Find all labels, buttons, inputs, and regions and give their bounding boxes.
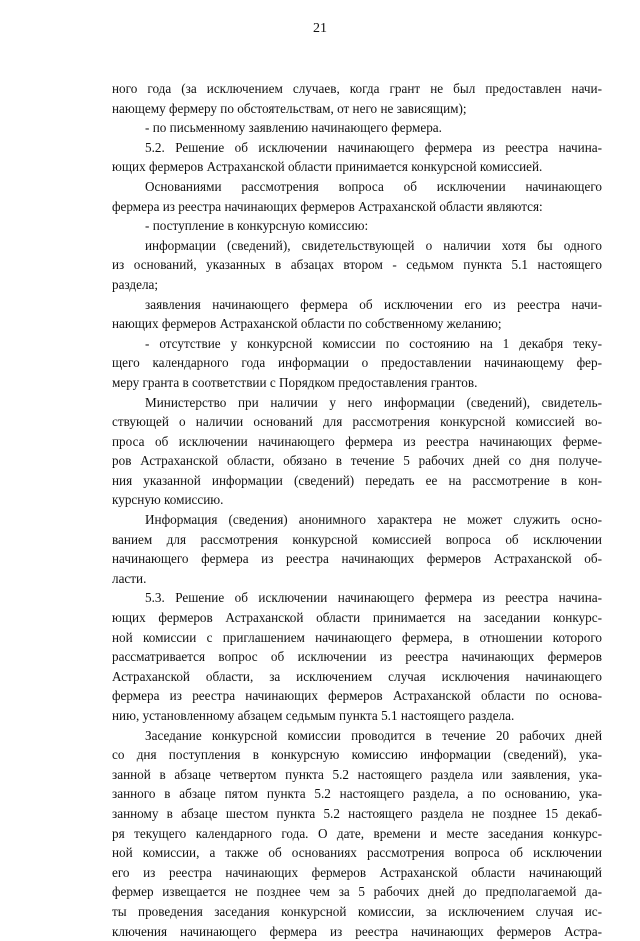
text-line: ванием для рассмотрения конкурсной комиссией вопроса об исключении bbox=[112, 531, 602, 547]
text-line: - по письменному заявлению начинающего фермера. bbox=[145, 120, 442, 136]
text-line: курсную комиссию. bbox=[112, 492, 224, 508]
text-line: занной в абзаце четвертом пункта 5.2 настоящего раздела или заявления, ука- bbox=[112, 766, 602, 782]
text-line: занного в абзаце пятом пункта 5.2 настоящего раздела, а по основанию, ука- bbox=[112, 786, 602, 802]
text-line: Астраханской области, за исключением случая исключения начинающего bbox=[112, 668, 602, 684]
text-line: его из реестра начинающих фермеров Астраханской области начинающий bbox=[112, 864, 602, 880]
text-line: ты проведения заседания конкурсной комиссии, за исключением случая ис- bbox=[112, 903, 602, 919]
text-line: Министерство при наличии у него информации (сведений), свидетель- bbox=[145, 394, 602, 410]
text-line: ющих фермеров Астраханской области принимается на заседании конкурс- bbox=[112, 610, 602, 626]
text-line: ного года (за исключением случаев, когда грант не был предоставлен начи- bbox=[112, 81, 602, 96]
text-line: фермер извещается не позднее чем за 5 рабочих дней до предполагаемой да- bbox=[112, 884, 602, 900]
text-line: ния указанной информации (сведений) передать ее на рассмотрение в кон- bbox=[112, 472, 602, 488]
text-line: ров Астраханской области, обязано в течение 5 рабочих дней со дня получе- bbox=[112, 453, 602, 469]
text-line: ря текущего календарного года. О дате, времени и месте заседания конкурс- bbox=[112, 825, 602, 841]
document-body bbox=[112, 79, 602, 941]
text-line: заявления начинающего фермера об исключении его из реестра начи- bbox=[145, 296, 602, 312]
text-line: - отсутствие у конкурсной комиссии по состоянию на 1 декабря теку- bbox=[145, 335, 602, 351]
text-line: фермера из реестра начинающих фермеров Астраханской области являются: bbox=[112, 198, 543, 214]
text-line: ной комиссии с приглашением начинающего фермера, в отношении которого bbox=[112, 629, 602, 645]
page-number: 21 bbox=[313, 21, 327, 36]
text-line: проса об исключении начинающего фермера из реестра начинающих ферме- bbox=[112, 433, 602, 449]
text-line: 5.2. Решение об исключении начинающего фермера из реестра начина- bbox=[145, 139, 602, 155]
text-line: занному в абзаце шестом пункта 5.2 настоящего раздела не позднее 15 декаб- bbox=[112, 805, 602, 821]
text-line: ключения начинающего фермера из реестра начинающих фермеров Астра- bbox=[112, 923, 602, 939]
text-line: щего календарного года информации о предоставлении начинающему фер- bbox=[112, 355, 602, 371]
text-line: из оснований, указанных в абзацах втором - седьмом пункта 5.1 настоящего bbox=[112, 257, 602, 273]
text-line: ной комиссии, а также об основаниях рассмотрения вопроса об исключении bbox=[112, 845, 602, 861]
text-line: меру гранта в соответствии с Порядком предоставления грантов. bbox=[112, 374, 478, 390]
text-line: ствующей о наличии оснований для рассмотрения конкурсной комиссией во- bbox=[112, 414, 602, 430]
text-line: нающих фермеров Астраханской области по собственному желанию; bbox=[112, 316, 502, 332]
text-line: ющих фермеров Астраханской области принимается конкурсной комиссией. bbox=[112, 159, 543, 175]
text-line: раздела; bbox=[112, 276, 159, 292]
text-line: информации (сведений), свидетельствующей о наличии хотя бы одного bbox=[145, 237, 602, 253]
text-line: Основаниями рассмотрения вопроса об исключении начинающего bbox=[145, 178, 602, 194]
text-line: Заседание конкурсной комиссии проводится в течение 20 рабочих дней bbox=[145, 727, 602, 743]
text-line: нию, установленному абзацем седьмым пункта 5.1 настоящего раздела. bbox=[112, 708, 515, 723]
text-line: - поступление в конкурсную комиссию: bbox=[145, 218, 369, 234]
text-line: начинающего фермера из реестра начинающих фермеров Астраханской об- bbox=[112, 551, 602, 567]
text-line: рассматривается вопрос об исключении из реестра начинающих фермеров bbox=[112, 649, 602, 665]
text-line: со дня поступления в конкурсную комиссию информации (сведений), ука- bbox=[112, 747, 602, 763]
text-line: 5.3. Решение об исключении начинающего фермера из реестра начина- bbox=[145, 590, 602, 606]
text-line: Информация (сведения) анонимного характера не может служить осно- bbox=[145, 512, 602, 528]
text-line: фермера из реестра начинающих фермеров Астраханской области по основа- bbox=[112, 688, 602, 704]
text-line: нающему фермеру по обстоятельствам, от него не зависящим); bbox=[112, 100, 467, 116]
text-line: ласти. bbox=[112, 570, 147, 586]
